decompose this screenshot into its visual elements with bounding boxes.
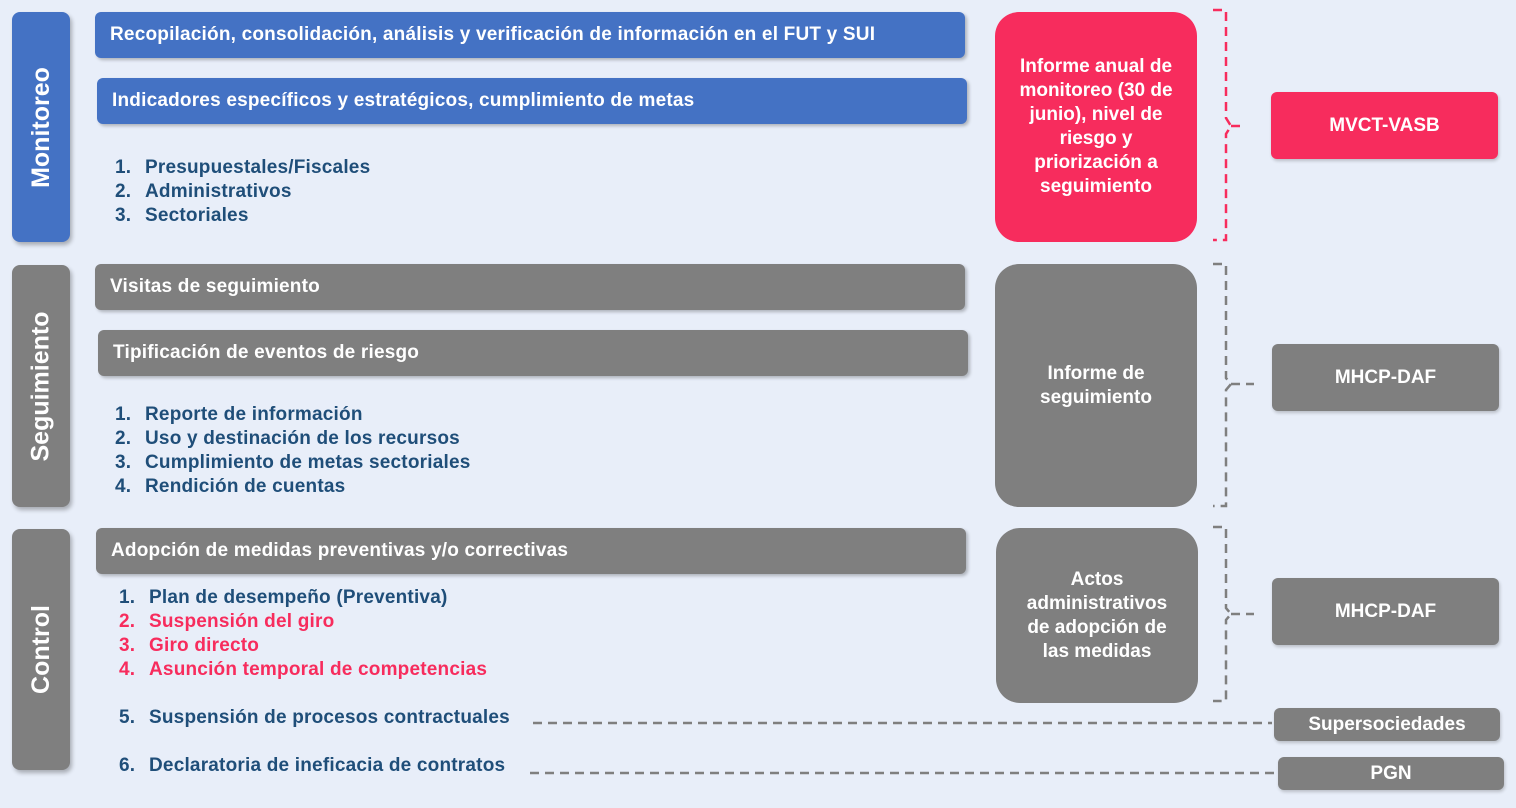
bracket-monitoreo bbox=[1213, 10, 1240, 240]
seguimiento-bar-tipificacion: Tipificación de eventos de riesgo bbox=[98, 330, 968, 376]
list-item-text: Asunción temporal de competencias bbox=[149, 659, 488, 680]
list-item-text: Rendición de cuentas bbox=[145, 476, 346, 497]
entity-mhcp-daf-seguimiento: MHCP-DAF bbox=[1272, 344, 1499, 411]
monitoreo-bar-indicadores: Indicadores específicos y estratégicos, cumplimiento de metas bbox=[97, 78, 967, 124]
list-item-text: Administrativos bbox=[145, 181, 292, 202]
monitoreo-bar-recopilacion: Recopilación, consolidación, análisis y verificación de información en el FUT y SUI bbox=[95, 12, 965, 58]
list-item-text: Sectoriales bbox=[145, 205, 249, 226]
bracket-seguimiento bbox=[1213, 264, 1254, 506]
list-item-number: 2. bbox=[119, 611, 136, 632]
list-item-number: 1. bbox=[119, 587, 136, 608]
seguimiento-bar-visitas: Visitas de seguimiento bbox=[95, 264, 965, 310]
entity-mvct-vasb: MVCT-VASB bbox=[1271, 92, 1498, 159]
list-item-text: Plan de desempeño (Preventiva) bbox=[149, 587, 448, 608]
list-item-number: 3. bbox=[115, 205, 132, 226]
list-item-number: 1. bbox=[115, 404, 132, 425]
list-item-text: Suspensión del giro bbox=[149, 611, 335, 632]
control-bar-adopcion: Adopción de medidas preventivas y/o correctivas bbox=[96, 528, 966, 574]
list-item-text: Giro directo bbox=[149, 635, 260, 656]
list-item-number: 2. bbox=[115, 181, 132, 202]
monitoreo-output-text: Informe anual de monitoreo (30 de junio), nivel de riesgo y priorización a seguimiento bbox=[1019, 56, 1173, 197]
side-label-monitoreo-text: Monitoreo bbox=[26, 66, 55, 188]
list-item-number: 1. bbox=[115, 157, 132, 178]
list-item-text: Declaratoria de ineficacia de contratos bbox=[149, 755, 506, 776]
list-item-text: Reporte de información bbox=[145, 404, 363, 425]
list-item-text: Cumplimiento de metas sectoriales bbox=[145, 452, 471, 473]
list-item-number: 5. bbox=[119, 707, 136, 728]
seguimiento-output-text: Informe de seguimiento bbox=[1040, 362, 1152, 408]
list-item-number: 4. bbox=[119, 659, 136, 680]
list-item-text: Uso y destinación de los recursos bbox=[145, 428, 460, 449]
list-item-text: Presupuestales/Fiscales bbox=[145, 157, 371, 178]
list-item-number: 3. bbox=[115, 452, 132, 473]
control-output-text: Actos administrativos de adopción de las medidas bbox=[1026, 568, 1168, 662]
list-item-number: 4. bbox=[115, 476, 132, 497]
list-item-text: Suspensión de procesos contractuales bbox=[149, 707, 510, 728]
entity-pgn: PGN bbox=[1278, 757, 1504, 790]
bracket-control bbox=[1213, 527, 1254, 701]
list-item-number: 2. bbox=[115, 428, 132, 449]
side-label-seguimiento-text: Seguimiento bbox=[26, 310, 55, 462]
side-label-control-text: Control bbox=[26, 605, 55, 694]
list-item-number: 3. bbox=[119, 635, 136, 656]
list-item-number: 6. bbox=[119, 755, 136, 776]
entity-supersociedades: Supersociedades bbox=[1274, 708, 1500, 741]
entity-mhcp-daf-control: MHCP-DAF bbox=[1272, 578, 1499, 645]
